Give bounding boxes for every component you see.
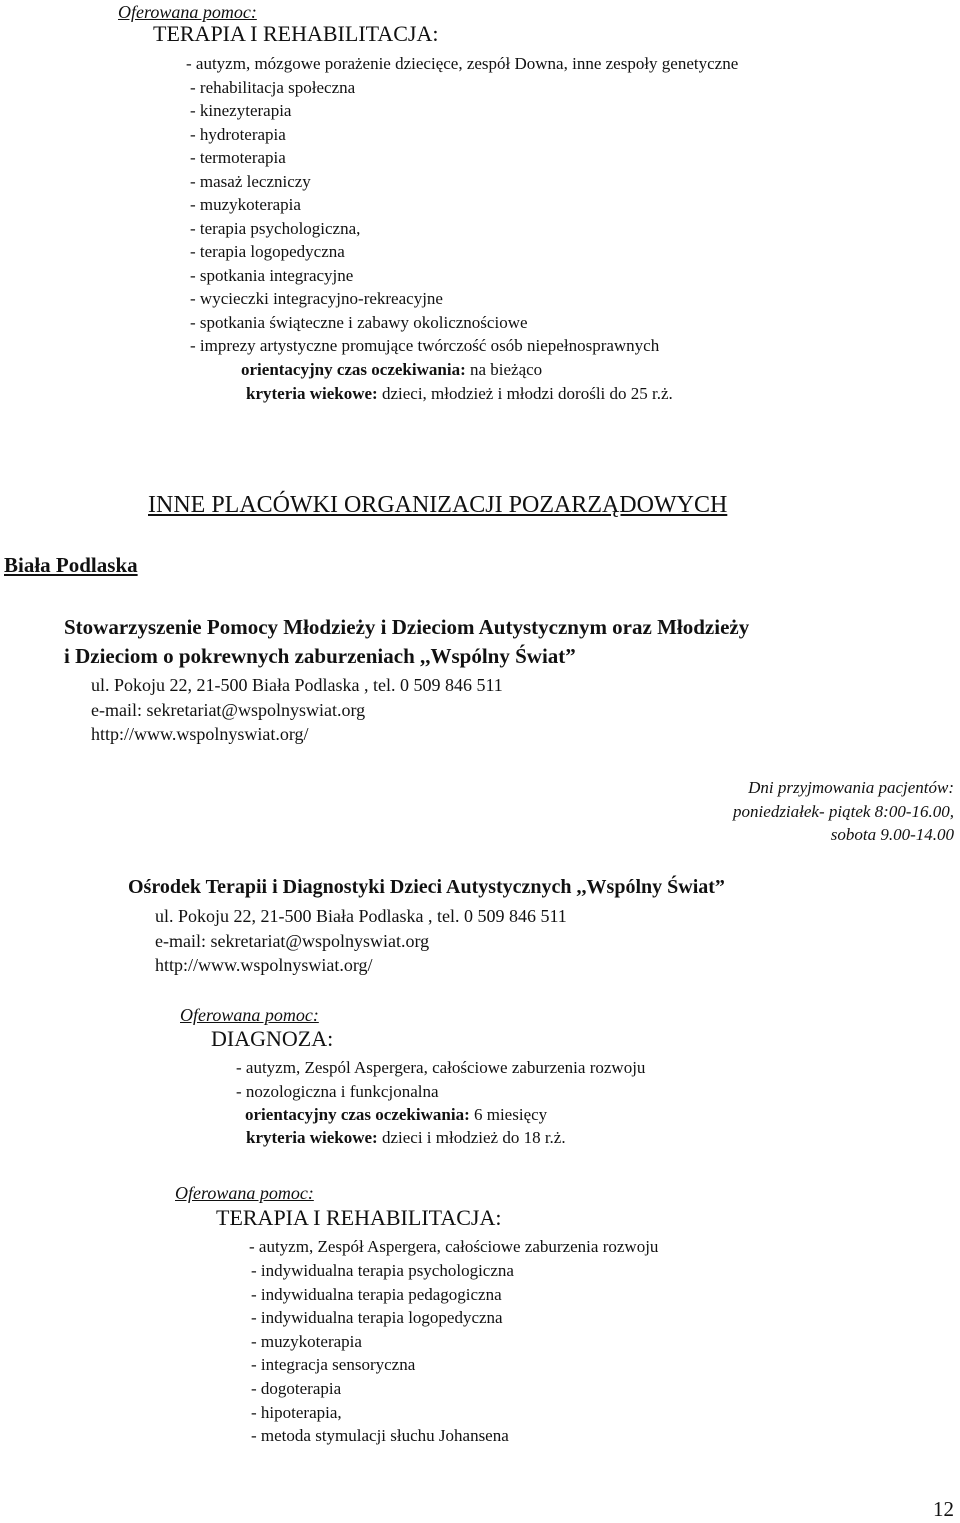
wait-time [241,358,542,381]
age-criteria [246,382,673,405]
org2-email: e-mail: sekretariat@wspolnyswiat.org [155,931,430,951]
age-criteria-label: kryteria wiekowe: [246,384,378,403]
hours-saturday: sobota 9.00-14.00 [830,825,954,844]
diag-wait-value: 6 miesięcy [469,1105,548,1124]
list-item: - autyzm, Zespól Aspergera, całościowe zaburzenia rozwoju [236,1058,646,1077]
list-item: - terapia psychologiczna, [190,218,361,238]
list-item: - kinezyterapia [190,101,292,120]
list-item: - dogoterapia [251,1378,342,1398]
therapy-heading: TERAPIA I REHABILITACJA: [153,21,439,46]
list-item: - wycieczki integracyjno-rekreacyjne [190,289,443,308]
list-item: - indywidualna terapia pedagogiczna [251,1284,502,1304]
hours-label: Dni przyjmowania pacjentów: [748,778,954,797]
org1-email: e-mail: sekretariat@wspolnyswiat.org [91,700,366,720]
diag-offered-label: Oferowana pomoc: [180,1005,319,1025]
diag-age-label: kryteria wiekowe: [246,1128,378,1147]
org2-name: Ośrodek Terapii i Diagnostyki Dzieci Autystycznych ,,Wspólny Świat” [128,876,725,898]
section-title: INNE PLACÓWKI ORGANIZACJI POZARZĄDOWYCH [148,492,728,518]
list-item: - imprezy artystyczne promujące twórczość osób niepełnosprawnych [190,336,660,355]
ther-heading: TERAPIA I REHABILITACJA: [216,1205,502,1230]
org2-address: ul. Pokoju 22, 21-500 Biała Podlaska , tel. 0 509 846 511 [155,906,567,926]
city-heading: Biała Podlaska [4,553,138,577]
diag-wait-label: orientacyjny czas oczekiwania: [245,1105,470,1124]
list-item: - indywidualna terapia logopedyczna [251,1308,503,1328]
diag-age-criteria [246,1126,566,1149]
list-item: - terapia logopedyczna [190,242,345,261]
org1-address: ul. Pokoju 22, 21-500 Biała Podlaska , tel. 0 509 846 511 [91,675,503,695]
list-item: - indywidualna terapia psychologiczna [251,1261,514,1280]
list-item: - autyzm, mózgowe porażenie dziecięce, zespół Downa, inne zespoły genetyczne [186,54,739,73]
diag-heading: DIAGNOZA: [211,1026,334,1051]
ther-first-item: - autyzm, Zespół Aspergera, całościowe zaburzenia rozwoju [249,1237,659,1256]
list-item: - muzykoterapia [251,1331,362,1351]
diag-list [236,1056,645,1103]
wait-time-label: orientacyjny czas oczekiwania: [241,360,466,379]
list-item: - hydroterapia [190,124,286,144]
offered-help-label: Oferowana pomoc: [118,2,257,22]
list-item: - hipoterapia, [251,1402,342,1422]
list-item: - metoda stymulacji słuchu Johansena [251,1426,509,1446]
age-criteria-value: dzieci, młodzież i młodzi dorośli do 25 r.ż. [377,384,673,403]
list-item: - masaż leczniczy [190,171,311,191]
hours-weekday: poniedziałek- piątek 8:00-16.00, [733,802,954,821]
ther-list [251,1259,514,1448]
org1-name-line2: i Dzieciom o pokrewnych zaburzeniach ,,Wspólny Świat” [64,644,576,668]
list-item: - termoterapia [190,148,286,167]
ther-offered-label: Oferowana pomoc: [175,1183,314,1203]
wait-time-value: na bieżąco [465,360,543,379]
org2-website[interactable]: http://www.wspolnyswiat.org/ [155,955,373,975]
list-item: - integracja sensoryczna [251,1355,416,1375]
diag-age-value: dzieci i młodzież do 18 r.ż. [377,1128,566,1147]
list-item: - spotkania integracyjne [190,265,354,285]
therapy-list [186,52,738,358]
org1-website[interactable]: http://www.wspolnyswiat.org/ [91,724,309,744]
list-item: - nozologiczna i funkcjonalna [236,1081,439,1101]
page-number: 12 [933,1497,954,1521]
list-item: - rehabilitacja społeczna [190,77,356,97]
list-item: - spotkania świąteczne i zabawy okolicznościowe [190,312,528,332]
list-item: - muzykoterapia [190,195,301,214]
org1-name-line1: Stowarzyszenie Pomocy Młodzieży i Dzieciom Autystycznym oraz Młodzieży [64,615,750,639]
diag-wait-time [245,1103,547,1126]
